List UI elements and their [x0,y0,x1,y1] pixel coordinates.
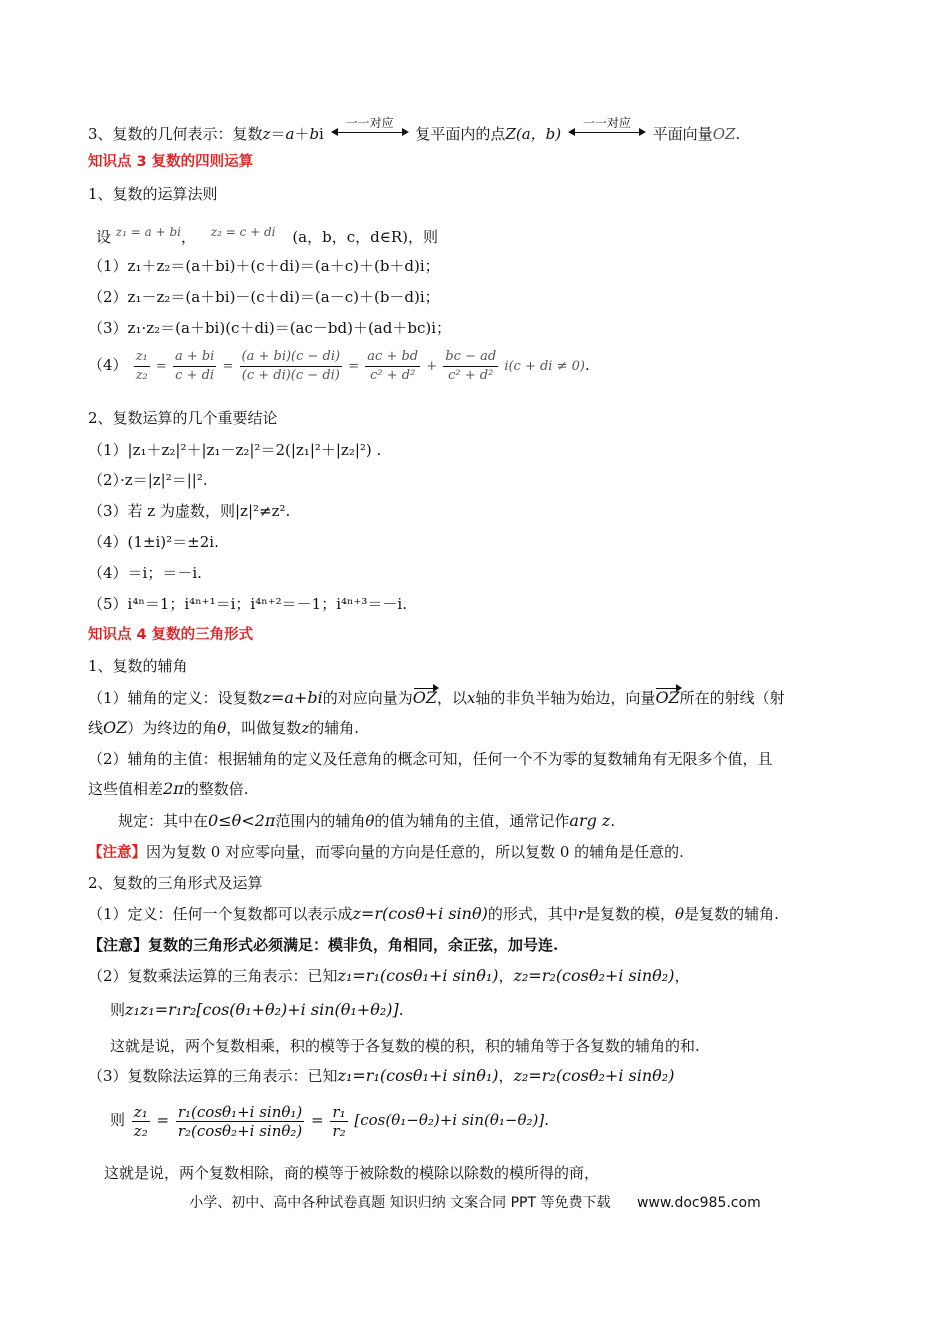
arrow-label: 一一对应 [582,116,631,130]
arrow-label: 一一对应 [345,116,394,130]
text: 所在的射线（射 [679,689,785,707]
trig-divide-explain: 这就是说，两个复数相除，商的模等于被除数的模除以除数的模所得的商， [104,1164,600,1182]
text: + [426,359,438,374]
fraction: $\frac{\text{z₁}}{\text{z₂}}$ [135,349,148,383]
fraction: $\frac{bc - ad}{\text{c² + d²}}$ [445,349,497,383]
section-heading-3: 知识点 3 复数的四则运算 [88,154,254,170]
note-trig: 【注意】复数的三角形式必须满足：模非负，角相同，余正弦，加号连. [88,936,559,954]
argument-definition [88,688,785,708]
conclusion-5: （4）＝i；＝－i. [88,564,202,582]
text: 范围内的辅角 [275,812,366,830]
rule-divide [88,344,590,388]
text: ）为终边的角 [127,719,218,737]
principal-value-rule [118,811,615,831]
text: 的值为辅角的主值，通常记作 [374,812,570,830]
trig-multiply-result [110,1000,404,1020]
text: = [311,1111,324,1129]
principal-value: （2）辅角的主值：根据辅角的定义及任意角的概念可知，任何一个不为零的复数辅角有无限多个值，且 [88,750,773,768]
fraction: $\frac{a + bi}{c + di}$ [174,349,215,383]
formula: arg z [569,811,611,830]
fraction: $\frac{(a + bi)(c - di)}{(c + di)(c - di)}$ [241,349,341,383]
text: . [544,1111,549,1129]
footer-site: www.doc985.com [636,1195,761,1211]
formula: z=r(cosθ+i sinθ) [352,904,488,923]
text: 的形式，其中 [487,905,578,923]
trig-multiply-explain: 这就是说，两个复数相乘，积的模等于各复数的模的积，积的辅角等于各复数的辅角的和. [110,1037,700,1055]
text: 则 [110,1111,126,1129]
note-label: 【注意】 [88,845,146,861]
formula: z₂=r₂(cosθ₂+i sinθ₂) [513,966,675,985]
point-z: Z(a，b) [505,125,562,143]
double-arrow-icon [331,116,409,141]
formula-z1: z₁ = a + bi [115,225,181,239]
text: 轴的非负半轴为始边，向量 [475,689,656,707]
text: = [156,1111,170,1129]
var-z: z [262,125,271,143]
subheading: 2、复数的三角形式及运算 [88,874,263,892]
text: 则 [110,1001,126,1019]
vector-oz: OZ [412,688,437,707]
formula: z₁=r₁(cosθ₁+i sinθ₁) [337,966,499,985]
text: . [610,812,616,830]
text: 是复数的辅角. [684,905,779,923]
text: . [584,356,590,374]
fraction: $\frac{ac + bd}{\text{c² + d²}}$ [367,349,419,383]
fraction: $\frac{\text{r₁}}{\text{r₂}}$ [332,1102,346,1140]
formula: 2π [163,779,184,798]
text: = [222,359,234,374]
text: . [398,1001,404,1019]
text: （2）复数乘法运算的三角表示：已知 [88,967,338,985]
text: (a，b，c，d∈R)，则 [292,228,438,246]
text: 的辅角. [309,719,359,737]
text: （1）定义：任何一个复数都可以表示成 [88,905,353,923]
condition: i(c + di ≠ 0) [504,359,585,374]
text: . [735,125,741,143]
fraction: $\frac{\text{r₁(cosθ₁+i sinθ₁)}}{\text{r₂(cosθ₂+i sinθ₂)}}$ [177,1102,303,1140]
text: ， [498,1067,514,1085]
text: 的对应向量为 [322,689,413,707]
conclusion-4: （4）(1±i)²＝±2i. [88,533,219,551]
var-a: a [285,125,295,143]
subheading: 2、复数运算的几个重要结论 [88,409,278,427]
formula: z₁z₁=r₁r₂[cos(θ₁+θ₂)+i sin(θ₁+θ₂)] [125,1000,399,1019]
subheading: 1、复数的辅角 [88,657,188,675]
var-theta: θ [217,719,227,737]
double-arrow-icon [568,116,646,141]
conclusion-1: （1）|z₁＋z₂|²＋|z₁－z₂|²＝2(|z₁|²＋|z₂|²) . [88,441,382,459]
var-z: z [301,719,310,737]
var-theta: θ [675,905,685,923]
text: （1）辅角的定义：设复数 [88,689,263,707]
formula: z=a+bi [262,688,323,707]
vector-oz: OZ [712,125,736,143]
page-footer [0,1192,950,1212]
rule-multiply: （3）z₁·z₂＝(a＋bi)(c＋di)＝(ac－bd)＋(ad＋bc)i； [88,319,451,337]
section-heading-4: 知识点 4 复数的三角形式 [88,627,254,643]
text: i [319,125,324,143]
vector-oz: OZ [655,688,680,707]
argument-definition-cont [88,718,359,738]
rule-add: （1）z₁＋z₂＝(a＋bi)＋(c＋di)＝(a＋c)＋(b＋d)i； [88,257,440,275]
text: 这些值相差 [88,780,164,798]
geometric-representation-line [88,116,741,144]
text: ， [498,967,514,985]
formula: z₁=r₁(cosθ₁+i sinθ₁) [337,1066,499,1085]
text: ， [674,967,690,985]
text: 因为复数 0 对应零向量，而零向量的方向是任意的，所以复数 0 的辅角是任意的. [146,843,684,861]
text: ，叫做复数 [226,719,302,737]
formula: [cos(θ₁−θ₂)+i sin(θ₁−θ₂)] [354,1111,545,1129]
text: 设 [96,228,112,246]
text: 规定：其中在 [118,812,209,830]
text: = [155,359,167,374]
conclusion-2: （2）·z＝|z|²＝||². [88,471,208,489]
text: ， [180,228,196,246]
formula-z2: z₂ = c + di [210,225,276,239]
ray-oz: OZ [103,718,128,737]
setup-line [96,222,438,247]
text: 是复数的模， [585,905,676,923]
text: 平面向量 [652,125,713,143]
text: 线 [88,719,104,737]
text: = [348,359,360,374]
trig-definition [88,904,779,924]
text: ＝ [270,125,286,143]
text: 复平面内的点 [415,125,506,143]
text: 3、复数的几何表示：复数 [88,125,263,143]
text: （3）复数除法运算的三角表示：已知 [88,1067,338,1085]
var-x: x [466,689,476,707]
conclusion-3: （3）若 z 为虚数，则|z|²≠z². [88,502,291,520]
text: ，以 [436,689,467,707]
principal-value-cont [88,779,249,799]
rule-subtract: （2）z₁－z₂＝(a＋bi)－(c＋di)＝(a－c)＋(b－d)i； [88,288,440,306]
var-b: b [309,125,320,143]
text: （4） [88,356,128,374]
text: 的整数倍. [183,780,249,798]
subheading: 1、复数的运算法则 [88,185,218,203]
formula: z₂=r₂(cosθ₂+i sinθ₂) [513,1066,675,1085]
var-theta: θ [365,812,375,830]
conclusion-6: （5）i⁴ⁿ＝1；i⁴ⁿ⁺¹＝i；i⁴ⁿ⁺²＝－1；i⁴ⁿ⁺³＝－i. [88,595,407,613]
trig-divide-result [110,1098,549,1142]
fraction: $\frac{\text{z₁}}{\text{z₂}}$ [133,1102,148,1140]
trig-divide [88,1066,674,1086]
footer-text: 小学、初中、高中各种试卷真题 知识归纳 文案合同 PPT 等免费下载 [189,1195,611,1211]
text: ＋ [294,125,310,143]
var-r: r [577,905,586,923]
note-zero [88,842,684,863]
formula: 0≤θ<2π [208,811,276,830]
trig-multiply [88,966,689,986]
